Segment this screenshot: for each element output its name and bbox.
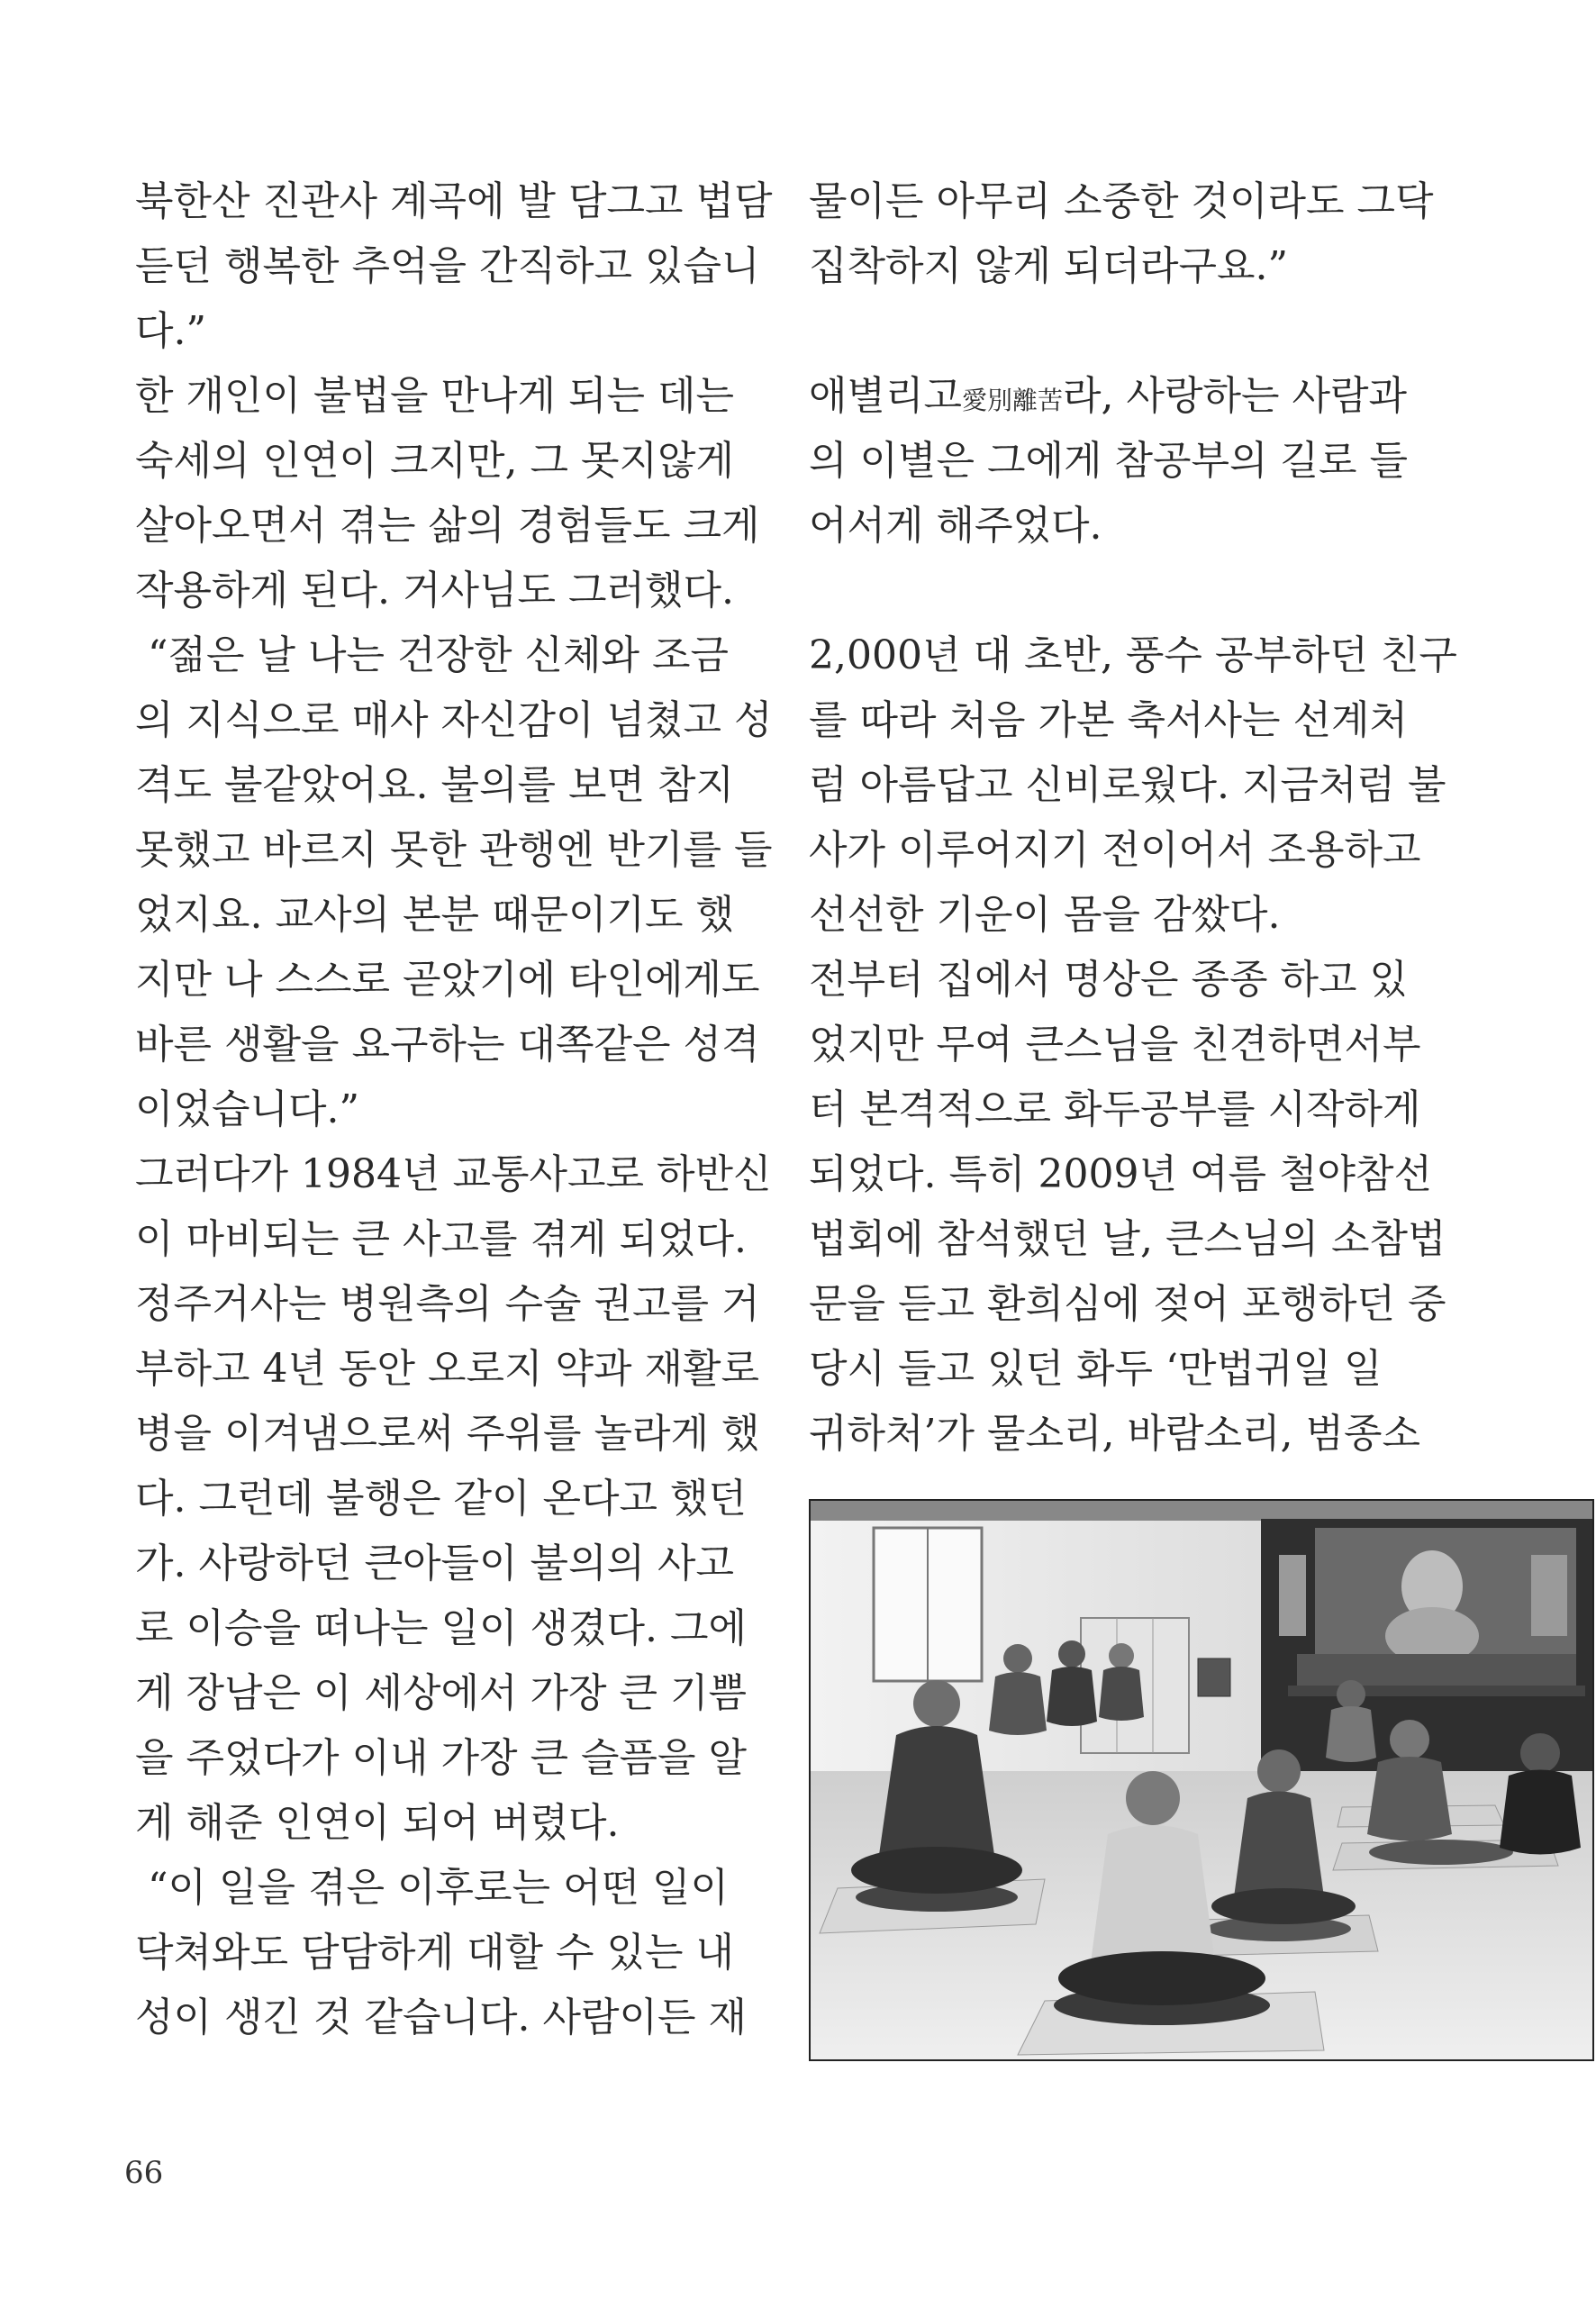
text-line: 성이 생긴 것 같습니다. 사람이든 재 (135, 1995, 747, 2040)
text-line: 2,000년 대 초반, 풍수 공부하던 친구 (809, 632, 1457, 678)
text-line: 사가 이루어지기 전이어서 조용하고 (809, 827, 1421, 873)
text-line (809, 364, 1408, 429)
text-line: 숙세의 인연이 크지만, 그 못지않게 (135, 438, 734, 484)
text-line: 전부터 집에서 명상은 종종 하고 있 (809, 957, 1408, 1003)
text-line: 듣던 행복한 추억을 간직하고 있습니 (135, 243, 760, 289)
text-line: 작용하게 된다. 거사님도 그러했다. (135, 568, 734, 613)
text-line: 물이든 아무리 소중한 것이라도 그닥 (809, 178, 1434, 224)
text-line: 북한산 진관사 계곡에 발 담그고 법담 (135, 178, 773, 224)
hanja-text: 愛別離苦 (962, 386, 1064, 415)
text-line: 어서게 해주었다. (809, 503, 1102, 549)
right-column (809, 169, 1457, 1467)
text-line: 한 개인이 불법을 만나게 되는 데는 (135, 373, 734, 419)
text-line: 선선한 기운이 몸을 감쌌다. (809, 892, 1281, 938)
text-line: 을 주었다가 이내 가장 큰 슬픔을 알 (135, 1735, 747, 1781)
page-number: 66 (124, 2155, 164, 2191)
text-segment: 애별리고 (809, 373, 963, 419)
photo-illustration (811, 1501, 1592, 2059)
text-line: 되었다. 특히 2009년 여름 철야참선 (809, 1151, 1432, 1197)
text-line: 바른 생활을 요구하는 대쪽같은 성격 (135, 1022, 760, 1068)
text-line: 었지만 무여 큰스님을 친견하면서부 (809, 1022, 1421, 1068)
text-line: 를 따라 처음 가본 축서사는 선계처 (809, 697, 1408, 743)
text-line: 럼 아름답고 신비로웠다. 지금처럼 불 (809, 762, 1446, 808)
text-line: 그러다가 1984년 교통사고로 하반신 (135, 1151, 772, 1197)
text-line: 이 마비되는 큰 사고를 겪게 되었다. (135, 1216, 747, 1262)
text-line: 부하고 4년 동안 오로지 약과 재활로 (135, 1346, 759, 1392)
text-line: 격도 불같았어요. 불의를 보면 참지 (135, 762, 734, 808)
text-line: 지만 나 스스로 곧았기에 타인에게도 (135, 957, 760, 1003)
text-line: 집착하지 않게 되더라구요.” (809, 243, 1288, 289)
text-line: 게 해준 인연이 되어 버렸다. (135, 1800, 620, 1846)
text-line: 문을 듣고 환희심에 젖어 포행하던 중 (809, 1281, 1446, 1327)
text-line: 법회에 참석했던 날, 큰스님의 소참법 (809, 1216, 1446, 1262)
text-line: 었지요. 교사의 본분 때문이기도 했 (135, 892, 734, 938)
text-line: 닥쳐와도 담담하게 대할 수 있는 내 (135, 1930, 734, 1976)
text-line: 귀하처’가 물소리, 바람소리, 범종소 (809, 1411, 1420, 1457)
text-line: 살아오면서 겪는 삶의 경험들도 크게 (135, 503, 760, 549)
paragraph-gap (809, 559, 1405, 623)
meditation-hall-photo (809, 1499, 1594, 2061)
text-line: 가. 사랑하던 큰아들이 불의의 사고 (135, 1540, 734, 1586)
text-line: “젊은 날 나는 건장한 신체와 조금 (148, 632, 729, 678)
text-line: 의 지식으로 매사 자신감이 넘쳤고 성 (135, 697, 773, 743)
text-line: 터 본격적으로 화두공부를 시작하게 (809, 1086, 1421, 1132)
text-line: 의 이별은 그에게 참공부의 길로 들 (809, 438, 1408, 484)
text-line: 이었습니다.” (135, 1086, 359, 1132)
left-column (135, 169, 773, 2050)
text-line: 게 장남은 이 세상에서 가장 큰 기쁨 (135, 1670, 747, 1716)
paragraph-gap (809, 299, 1405, 364)
text-line: 병을 이겨냄으로써 주위를 놀라게 했 (135, 1411, 760, 1457)
text-line: “이 일을 겪은 이후로는 어떤 일이 (148, 1865, 729, 1911)
text-line: 정주거사는 병원측의 수술 권고를 거 (135, 1281, 760, 1327)
text-line: 다.” (135, 308, 206, 354)
text-segment: 라, 사랑하는 사람과 (1063, 373, 1408, 419)
text-line: 못했고 바르지 못한 관행엔 반기를 들 (135, 827, 773, 873)
text-line: 당시 들고 있던 화두 ‘만법귀일 일 (809, 1346, 1383, 1392)
text-line: 로 이승을 떠나는 일이 생겼다. 그에 (135, 1605, 747, 1651)
text-line: 다. 그런데 불행은 같이 온다고 했던 (135, 1476, 747, 1522)
